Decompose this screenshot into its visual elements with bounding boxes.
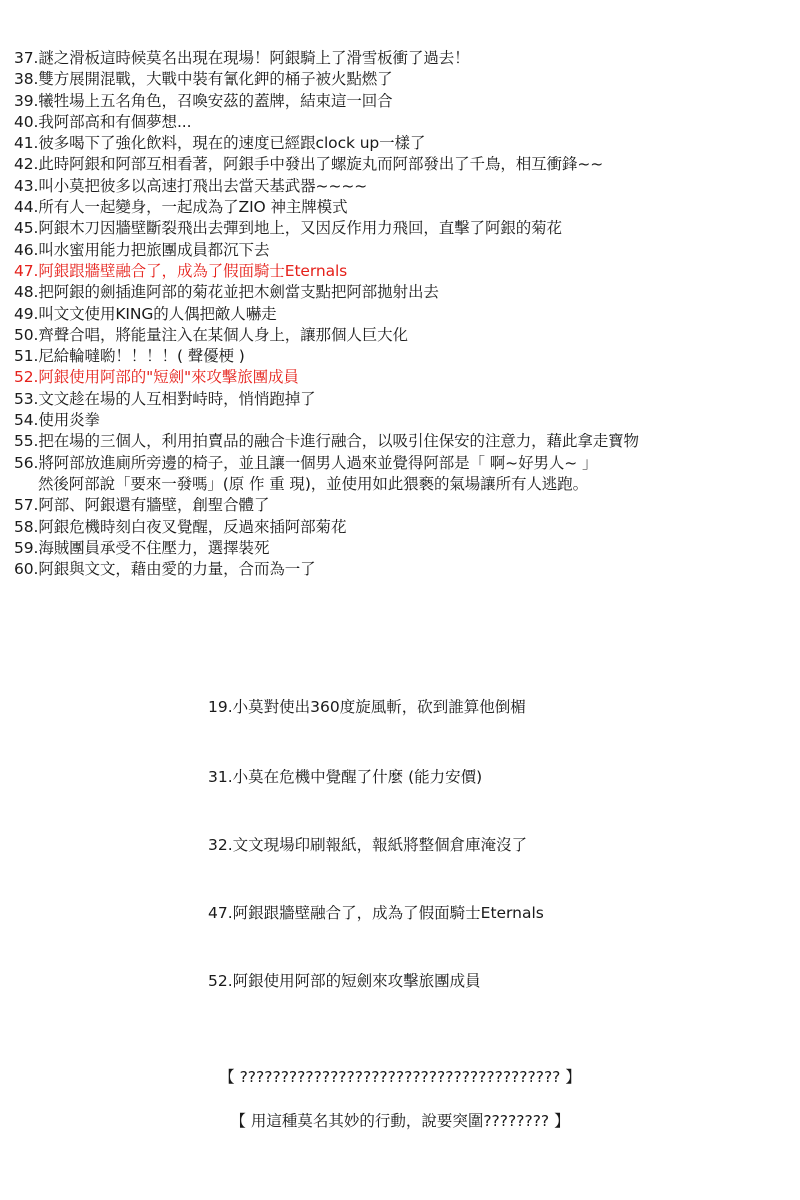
- list-item: 39.犧牲場上五名角色，召喚安茲的蓋牌，結束這一回合: [14, 91, 393, 110]
- list-item: 44.所有人一起變身，一起成為了ZIO 神主牌模式: [14, 198, 348, 217]
- list-item: 54.使用炎拳: [14, 411, 100, 430]
- summary-item: 47.阿銀跟牆壁融合了，成為了假面騎士Eternals: [208, 904, 544, 922]
- list-item: 57.阿部、阿銀還有牆壁，創聖合體了: [14, 496, 270, 515]
- list-item: 48.把阿銀的劍插進阿部的菊花並把木劍當支點把阿部拋射出去: [14, 283, 439, 302]
- list-item: 40.我阿部高和有個夢想...: [14, 112, 192, 131]
- list-item: 49.叫文文使用KING的人偶把敵人嚇走: [14, 304, 277, 323]
- summary-item: 19.小莫對使出360度旋風斬，砍到誰算他倒楣: [208, 698, 526, 716]
- list-item: 58.阿銀危機時刻白夜叉覺醒，反過來插阿部菊花: [14, 517, 347, 536]
- list-item: 46.叫水蜜用能力把旅團成員都沉下去: [14, 240, 270, 259]
- list-item: 56.將阿部放進廁所旁邊的椅子，並且讓一個男人過來並覺得阿部是「 啊~好男人~ 」: [14, 453, 598, 472]
- list-item: 45.阿銀木刀因牆壁斷裂飛出去彈到地上，又因反作用力飛回，直擊了阿銀的菊花: [14, 219, 562, 238]
- numbered-action-list: [14, 48, 794, 580]
- caption-line-2: 【 用這種莫名其妙的行動，說要突圍???????? 】: [230, 1112, 570, 1130]
- list-item: 42.此時阿銀和阿部互相看著，阿銀手中發出了螺旋丸而阿部發出了千鳥，相互衝鋒~~: [14, 155, 604, 174]
- summary-item: 52.阿銀使用阿部的短劍來攻擊旅團成員: [208, 972, 481, 990]
- list-item: 53.文文趁在場的人互相對峙時，悄悄跑掉了: [14, 389, 316, 408]
- list-item-continuation: 然後阿部說「要來一發嗎」(原 作 重 現)，並使用如此猥褻的氣場讓所有人逃跑。: [38, 474, 588, 493]
- list-item: 38.雙方展開混戰，大戰中裝有氰化鉀的桶子被火點燃了: [14, 70, 393, 89]
- summary-item: 31.小莫在危機中覺醒了什麼 (能力安價): [208, 768, 483, 786]
- list-item: 50.齊聲合唱，將能量注入在某個人身上，讓那個人巨大化: [14, 325, 408, 344]
- list-item-highlighted: 47.阿銀跟牆壁融合了，成為了假面騎士Eternals: [14, 261, 348, 280]
- list-item: 59.海賊團員承受不住壓力，選擇裝死: [14, 538, 270, 557]
- list-item: 55.把在場的三個人，利用拍賣品的融合卡進行融合，以吸引住保安的注意力，藉此拿走寶物: [14, 432, 639, 451]
- list-item: 51.尼給輪噠喲！！！！( 聲優梗 ): [14, 347, 245, 366]
- list-item: 41.彼多喝下了強化飲料，現在的速度已經跟clock up一樣了: [14, 134, 426, 153]
- caption-line-1: 【 ??????????????????????????????????????? 】: [219, 1068, 581, 1086]
- list-item: 60.阿銀與文文，藉由愛的力量，合而為一了: [14, 560, 316, 579]
- summary-item: 32.文文現場印刷報紙，報紙將整個倉庫淹沒了: [208, 836, 528, 854]
- list-item-highlighted: 52.阿銀使用阿部的"短劍"來攻擊旅團成員: [14, 368, 299, 387]
- list-item: 43.叫小莫把彼多以高速打飛出去當天基武器~~~~: [14, 176, 368, 195]
- list-item: 37.謎之滑板這時候莫名出現在現場！阿銀騎上了滑雪板衝了過去！: [14, 49, 470, 67]
